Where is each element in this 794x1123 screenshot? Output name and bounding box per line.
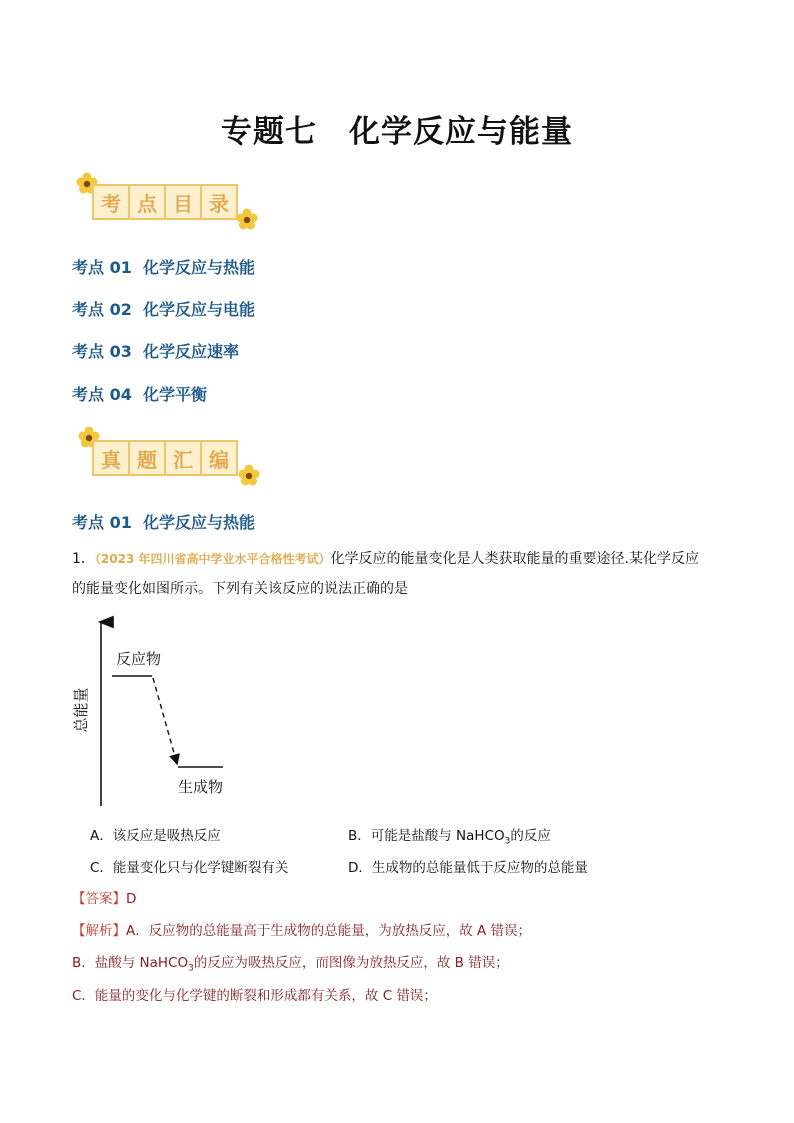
banner-char: 汇 [164, 440, 202, 476]
banner-char: 题 [128, 440, 166, 476]
reactant-label: 反应物 [116, 650, 162, 668]
banner-char: 考 [92, 184, 130, 220]
banner-char: 点 [128, 184, 166, 220]
analysis-line-3: C．能量的变化与化学键的断裂和形成都有关系，故 C 错误； [72, 988, 437, 1004]
banner-char: 真 [92, 440, 130, 476]
product-label: 生成物 [178, 778, 224, 796]
flower-icon [238, 464, 260, 486]
banner-toc [76, 184, 266, 218]
banner-boxes [92, 440, 236, 476]
question-line-1: 1．（2023 年四川省高中学业水平合格性考试）化学反应的能量变化是人类获取能量的重要途径.某化学反应 [72, 551, 699, 567]
analysis-line-1: 【解析】A．反应物的总能量高于生成物的总能量，为放热反应，故 A 错误； [72, 923, 532, 939]
transition-arrow [153, 678, 176, 760]
toc-item[interactable]: 考点 02 化学反应与电能 [72, 300, 255, 319]
option-d[interactable]: D．生成物的总能量低于反应物的总能量 [348, 860, 588, 876]
section-heading: 考点 01 化学反应与热能 [72, 513, 255, 532]
option-b[interactable]: B．可能是盐酸与 NaHCO$_3$的反应 [348, 828, 551, 847]
toc-item[interactable]: 考点 01 化学反应与热能 [72, 258, 255, 277]
banner-char: 目 [164, 184, 202, 220]
banner-char: 编 [200, 440, 238, 476]
energy-diagram [60, 612, 260, 812]
toc-item[interactable]: 考点 04 化学平衡 [72, 385, 207, 404]
page-title: 专题七 化学反应与能量 [221, 114, 573, 150]
option-a[interactable]: A．该反应是吸热反应 [90, 828, 221, 844]
banner-char: 录 [200, 184, 238, 220]
option-c[interactable]: C．能量变化只与化学键断裂有关 [90, 860, 289, 876]
toc-item[interactable]: 考点 03 化学反应速率 [72, 342, 239, 361]
question-source: （2023 年四川省高中学业水平合格性考试） [94, 552, 331, 566]
banner-questions [76, 440, 266, 474]
answer: 【答案】D [72, 891, 137, 907]
analysis-line-2: B．盐酸与 NaHCO$_3$的反应为吸热反应，而图像为放热反应，故 B 错误； [72, 955, 509, 974]
y-axis-label: 总能量 [72, 687, 90, 733]
flower-icon [236, 208, 258, 230]
banner-boxes [92, 184, 236, 220]
question-line-2: 的能量变化如图所示。下列有关该反应的说法正确的是 [72, 581, 408, 597]
